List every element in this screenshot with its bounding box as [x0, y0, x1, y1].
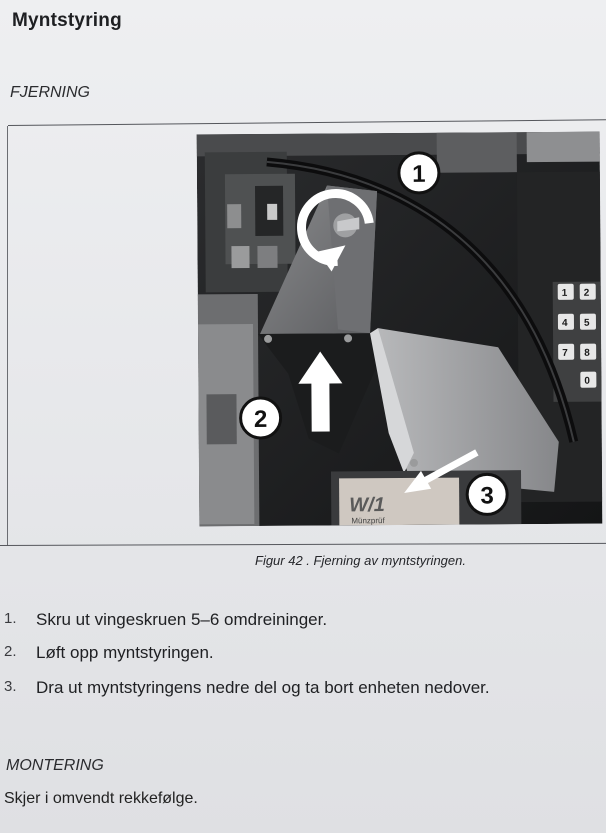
- step-text: Løft opp myntstyringen.: [36, 643, 214, 662]
- svg-text:W/1: W/1: [349, 494, 385, 517]
- keypad-key: 8: [584, 347, 590, 359]
- keypad-key: 4: [561, 317, 568, 329]
- keypad-key: 7: [562, 347, 568, 359]
- figure-frame-bottom: [0, 543, 606, 546]
- logo-text: Münzprüf: [351, 516, 385, 526]
- step-number: 3.: [4, 678, 17, 695]
- callout-2: [240, 398, 280, 438]
- callout-3-label: 3: [480, 482, 494, 510]
- keypad-key: 2: [583, 287, 590, 299]
- page-title: Myntstyring: [12, 10, 122, 31]
- figure-frame-left: [7, 126, 8, 546]
- step-text: Dra ut myntstyringens nedre del og ta bort enheten nedover.: [36, 678, 490, 697]
- callout-1: [399, 153, 439, 193]
- figure-photo: [197, 132, 603, 527]
- keypad-key: 5: [583, 317, 590, 329]
- keypad-key: 0: [584, 375, 590, 387]
- figure-caption: Figur 42 . Fjerning av myntstyringen.: [255, 553, 466, 568]
- section-heading-removal: FJERNING: [10, 84, 90, 101]
- callout-2-label: 2: [253, 405, 268, 434]
- step-number: 2.: [4, 643, 17, 660]
- keypad-key: 1: [561, 287, 568, 299]
- step-text: Skru ut vingeskruen 5–6 omdreininger.: [36, 610, 328, 629]
- section-heading-mounting: MONTERING: [6, 757, 104, 774]
- closing-text: Skjer i omvendt rekkefølge.: [4, 790, 198, 807]
- step-number: 1.: [4, 610, 17, 627]
- callout-1-label: 1: [412, 160, 426, 188]
- figure-frame-top: [8, 119, 606, 126]
- callout-3: [467, 474, 507, 514]
